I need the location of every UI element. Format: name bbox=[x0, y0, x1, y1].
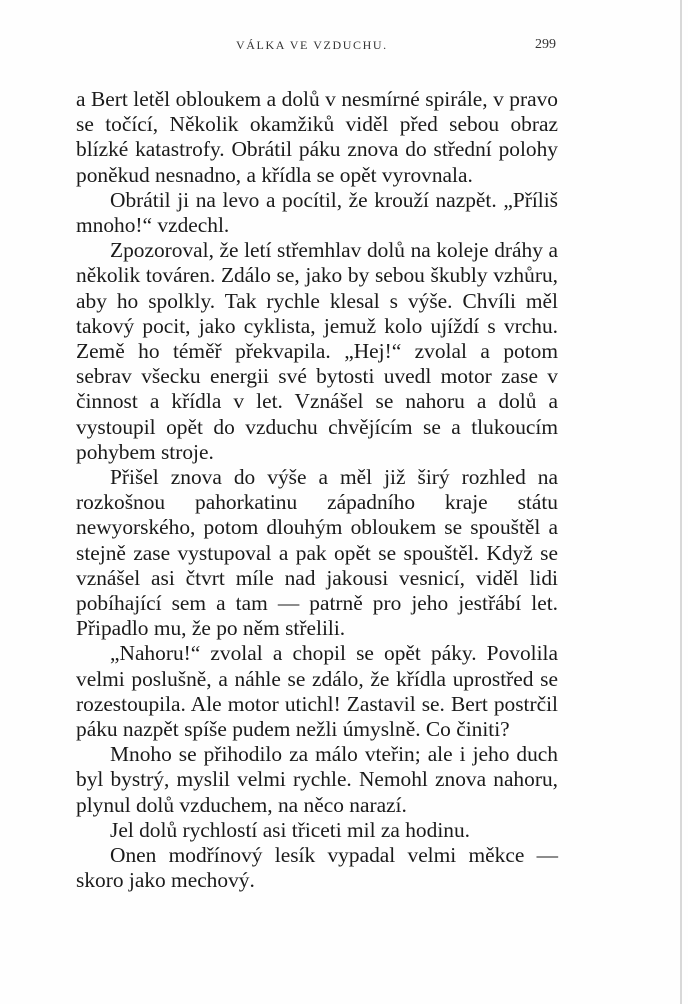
paragraph: Mnoho se přihodilo za málo vteřin; ale i jeho duch byl bystrý, myslil velmi rychle. Nemohl znova nahoru, plynul dolů vzduchem, na něco narazí. bbox=[76, 742, 558, 817]
paragraph: a Bert letěl obloukem a dolů v nesmírné spirále, v pravo se točící, Několik okamžiků viděl před sebou obraz blízké katastrofy. Obrátil páku znova do střední polohy poněkud nesnadno, a křídla se opět vyrovnala. bbox=[76, 87, 558, 187]
page-number: 299 bbox=[535, 37, 556, 52]
running-title: VÁLKA VE VZDUCHU. bbox=[236, 38, 388, 52]
paragraph: Obrátil ji na levo a pocítil, že krouží nazpět. „Příliš mnoho!“ vzdechl. bbox=[76, 187, 558, 238]
paragraph: Zpozoroval, že letí střemhlav dolů na koleje dráhy a několik továren. Zdálo se, jako by sebou škubly vzhůru, aby ho spolkly. Tak rychle klesal s výše. Chvíli měl takový pocit, jako cyklista, jemuž kolo ujíždí s vrchu. Země ho téměř překvapila. „Hej!“ zvolal a potom sebrav všecku energii své bytosti uvedl motor zase v činnost a křídla v let. Vznášel se nahoru a dolů a vystoupil opět do vzduchu chvějícím se a tlukoucím pohybem stroje. bbox=[76, 238, 558, 464]
page-edge bbox=[680, 0, 682, 1004]
paragraph: Onen modřínový lesík vypadal velmi měkce — skoro jako mechový. bbox=[76, 843, 558, 893]
paragraph: „Nahoru!“ zvolal a chopil se opět páky. Povolila velmi poslušně, a náhle se zdálo, že křídla uprostřed se rozestoupila. Ale motor utichl! Zastavil se. Bert postrčil páku nazpět spíše pudem nežli úmyslně. Co činiti? bbox=[76, 641, 558, 742]
body-text bbox=[76, 87, 558, 894]
paragraph: Jel dolů rychlostí asi třiceti mil za hodinu. bbox=[110, 817, 471, 842]
page-header bbox=[76, 38, 556, 58]
paragraph: Přišel znova do výše a měl již širý rozhled na rozkošnou pahorkatinu západního kraje státu newyorského, potom dlouhým obloukem se spouštěl a stejně zase vystupoval a pak opět se spouštěl. Když se vznášel asi čtvrt míle nad jakousi vesnicí, viděl lidi pobíhající sem a tam — patrně pro jeho jestřábí let. Připadlo mu, že po něm střelili. bbox=[76, 465, 558, 641]
